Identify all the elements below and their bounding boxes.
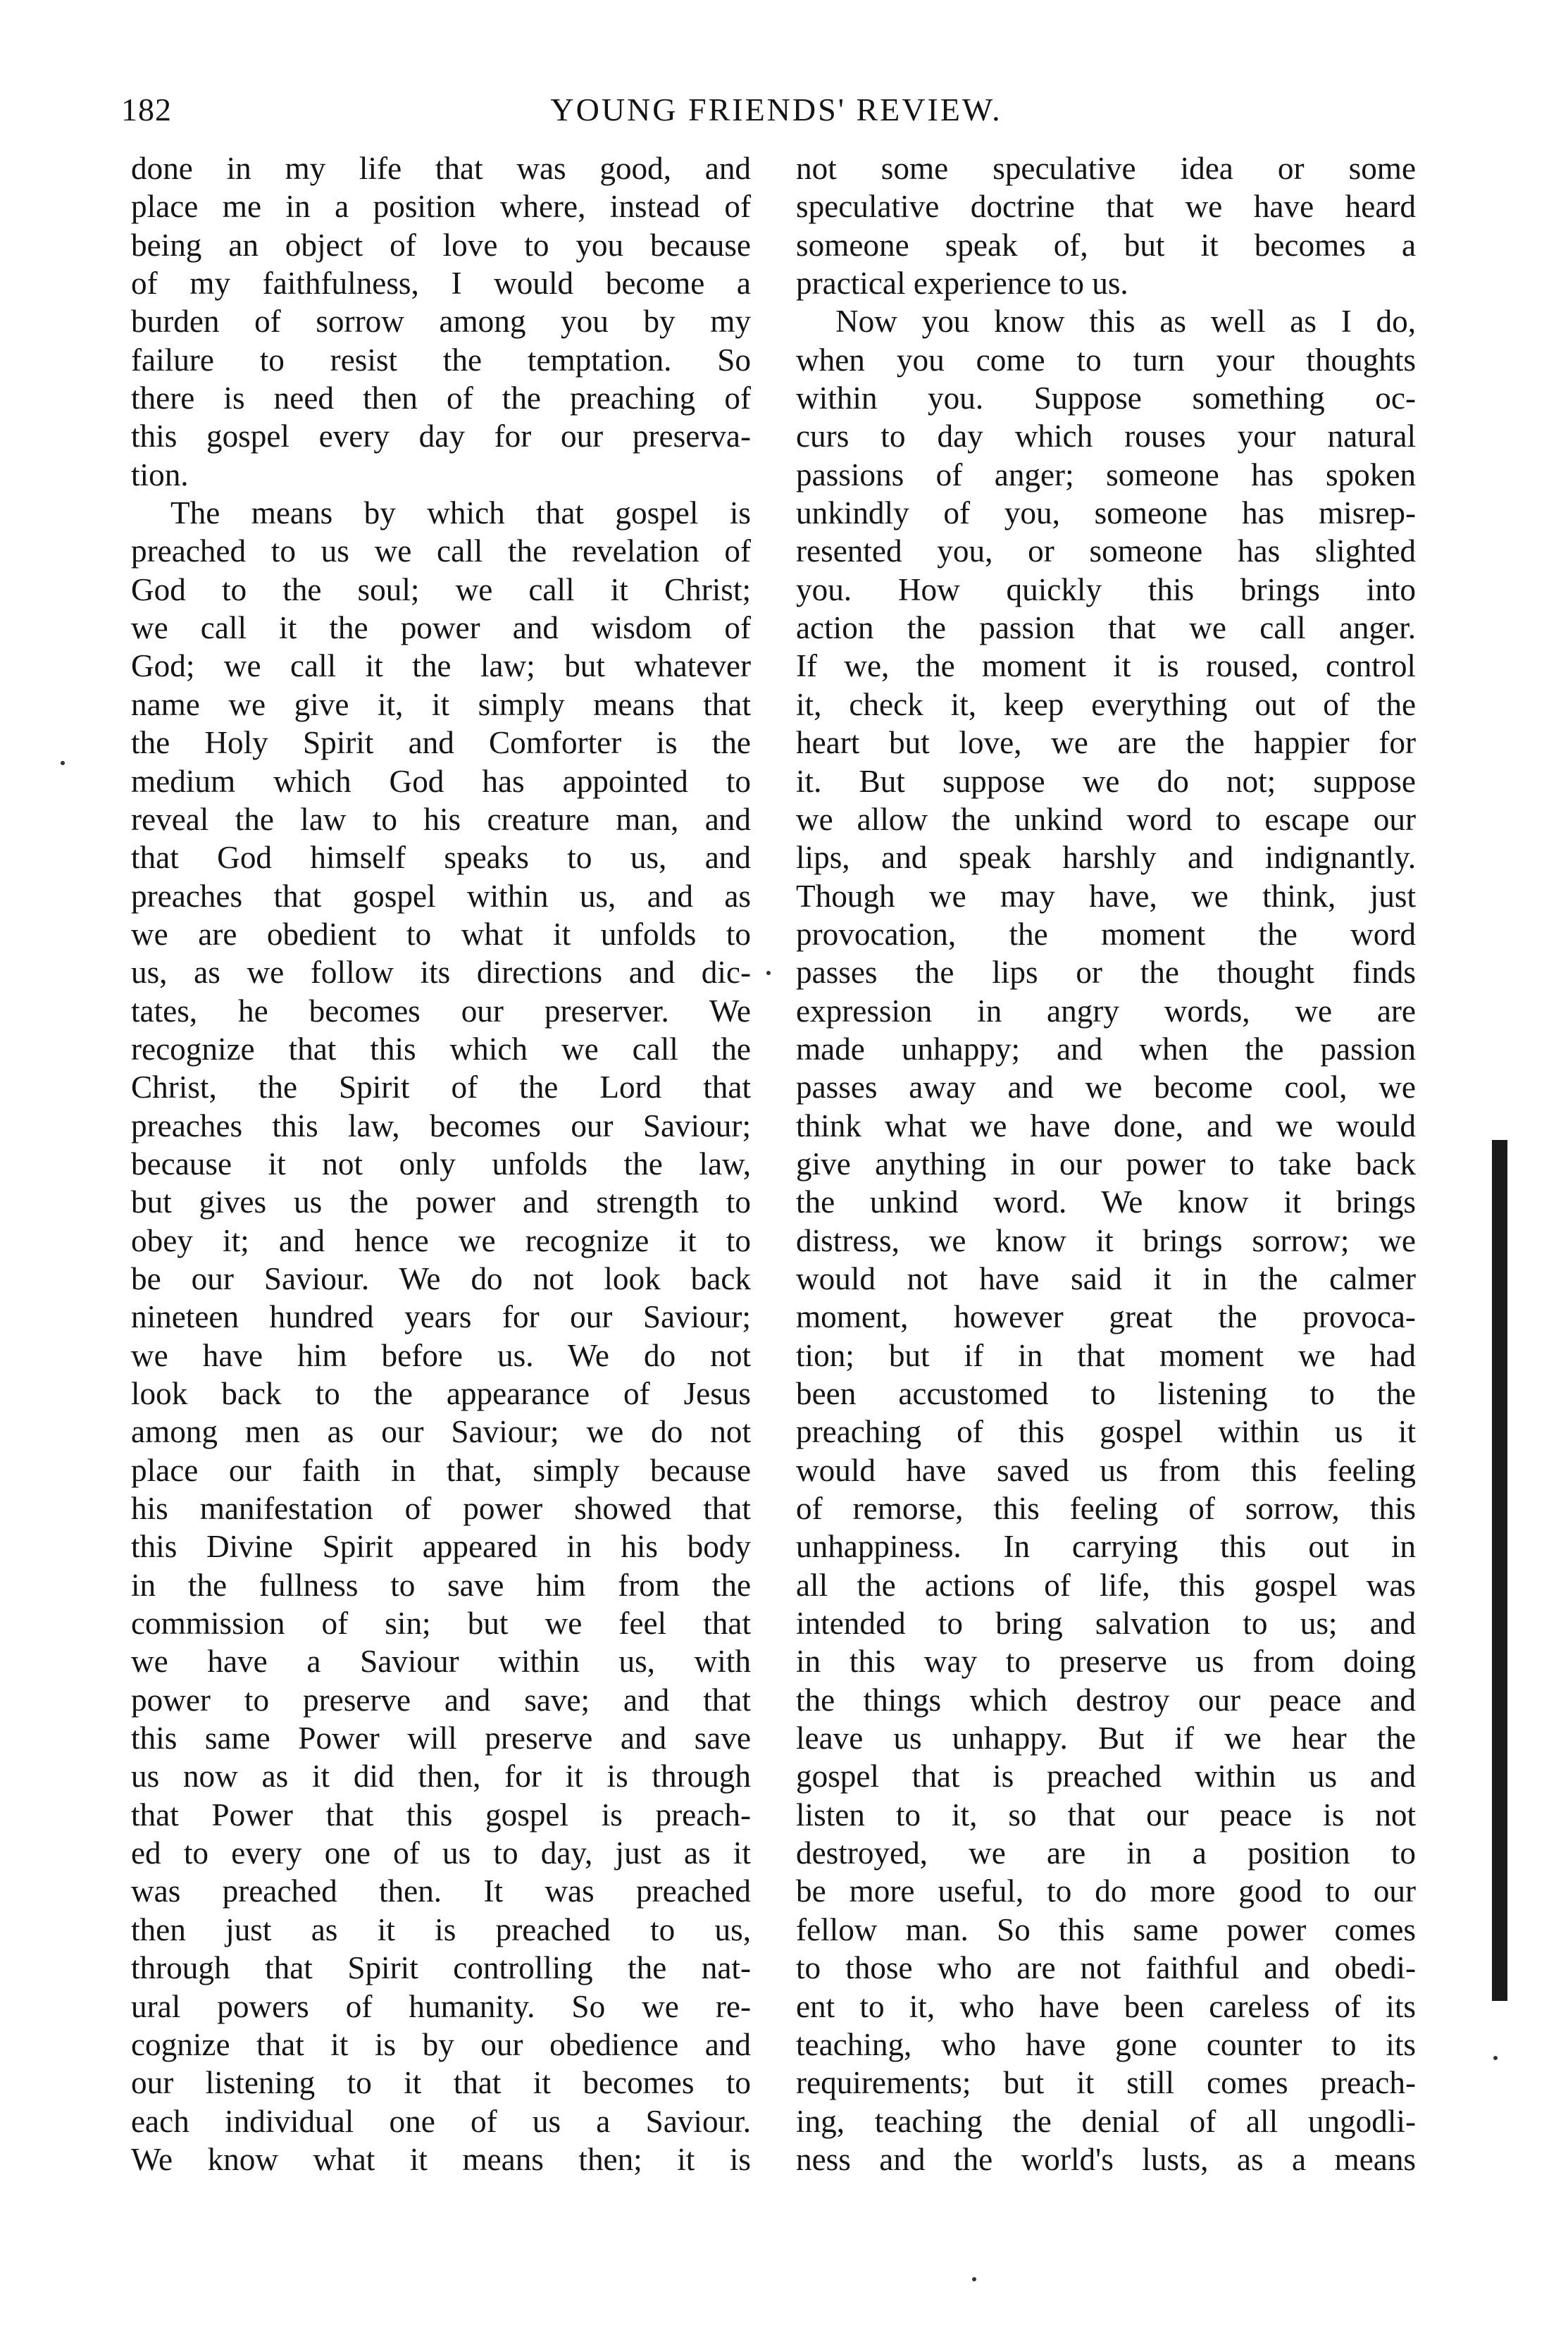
text-line: because it not only unfolds the law, bbox=[131, 1146, 751, 1182]
text-line: destroyed, we are in a position to bbox=[796, 1835, 1416, 1871]
text-line: our listening to it that it becomes to bbox=[131, 2065, 751, 2101]
scan-speck bbox=[972, 2277, 976, 2281]
right-column bbox=[796, 149, 1416, 2178]
text-line: done in my life that was good, and bbox=[131, 151, 751, 186]
text-line: power to preserve and save; and that bbox=[131, 1682, 751, 1718]
text-line: Christ, the Spirit of the Lord that bbox=[131, 1070, 751, 1105]
text-line: lips, and speak harshly and indignantly. bbox=[796, 840, 1416, 876]
text-line: of my faithfulness, I would become a bbox=[131, 266, 751, 302]
text-line: passes the lips or the thought finds bbox=[796, 955, 1416, 991]
text-line: we call it the power and wisdom of bbox=[131, 610, 751, 646]
text-line: unkindly of you, someone has misrep- bbox=[796, 495, 1416, 531]
text-line: place our faith in that, simply because bbox=[131, 1452, 751, 1488]
text-line: this same Power will preserve and save bbox=[131, 1721, 751, 1756]
text-line: his manifestation of power showed that bbox=[131, 1491, 751, 1527]
text-line: within you. Suppose something oc- bbox=[796, 380, 1416, 416]
text-line: made unhappy; and when the passion bbox=[796, 1031, 1416, 1067]
text-line: name we give it, it simply means that bbox=[131, 686, 751, 722]
page-number: 182 bbox=[121, 92, 172, 128]
text-line: God to the soul; we call it Christ; bbox=[131, 571, 751, 607]
text-line: reveal the law to his creature man, and bbox=[131, 801, 751, 837]
running-title: YOUNG FRIENDS' REVIEW. bbox=[550, 92, 1002, 128]
text-line: Though we may have, we think, just bbox=[796, 878, 1416, 914]
text-line: you. How quickly this brings into bbox=[796, 571, 1416, 607]
text-line: passes away and we become cool, we bbox=[796, 1070, 1416, 1105]
text-line: it, check it, keep everything out of the bbox=[796, 686, 1416, 722]
text-line: through that Spirit controlling the nat- bbox=[131, 1950, 751, 1986]
text-line: distress, we know it brings sorrow; we bbox=[796, 1222, 1416, 1258]
text-line: intended to bring salvation to us; and bbox=[796, 1606, 1416, 1642]
text-line: then just as it is preached to us, bbox=[131, 1911, 751, 1947]
scan-speck bbox=[1493, 2056, 1498, 2060]
scan-speck bbox=[766, 971, 771, 975]
text-line: the things which destroy our peace and bbox=[796, 1682, 1416, 1718]
text-line: nineteen hundred years for our Saviour; bbox=[131, 1299, 751, 1335]
text-line: in this way to preserve us from doing bbox=[796, 1644, 1416, 1680]
text-line: practical experience to us. bbox=[796, 266, 1128, 302]
text-line: ing, teaching the denial of all ungodli- bbox=[796, 2103, 1416, 2139]
text-line: think what we have done, and we would bbox=[796, 1108, 1416, 1143]
text-line: If we, the moment it is roused, control bbox=[796, 648, 1416, 684]
text-line: recognize that this which we call the bbox=[131, 1031, 751, 1067]
text-line: leave us unhappy. But if we hear the bbox=[796, 1721, 1416, 1756]
text-line: this Divine Spirit appeared in his body bbox=[131, 1529, 751, 1565]
text-line: we are obedient to what it unfolds to bbox=[131, 916, 751, 952]
text-line: failure to resist the temptation. So bbox=[131, 342, 751, 378]
text-line: in the fullness to save him from the bbox=[131, 1567, 751, 1603]
scan-speck bbox=[61, 761, 65, 765]
text-line: not some speculative idea or some bbox=[796, 151, 1416, 186]
text-line: of remorse, this feeling of sorrow, this bbox=[796, 1491, 1416, 1527]
text-line: unhappiness. In carrying this out in bbox=[796, 1529, 1416, 1565]
left-column bbox=[131, 149, 751, 2178]
text-line: there is need then of the preaching of bbox=[131, 380, 751, 416]
text-line: place me in a position where, instead of bbox=[131, 189, 751, 225]
text-line: resented you, or someone has slighted bbox=[796, 533, 1416, 569]
text-line: when you come to turn your thoughts bbox=[796, 342, 1416, 378]
text-line: it. But suppose we do not; suppose bbox=[796, 763, 1416, 799]
text-line: preaching of this gospel within us it bbox=[796, 1414, 1416, 1450]
text-line: but gives us the power and strength to bbox=[131, 1184, 751, 1220]
text-line: action the passion that we call anger. bbox=[796, 610, 1416, 646]
text-line: tates, he becomes our preserver. We bbox=[131, 993, 751, 1029]
text-line: look back to the appearance of Jesus bbox=[131, 1376, 751, 1411]
text-line: passions of anger; someone has spoken bbox=[796, 457, 1416, 492]
text-line: listen to it, so that our peace is not bbox=[796, 1797, 1416, 1833]
text-line: that Power that this gospel is preach- bbox=[131, 1797, 751, 1833]
text-line: be more useful, to do more good to our bbox=[796, 1873, 1416, 1909]
text-line: we have him before us. We do not bbox=[131, 1337, 751, 1373]
text-line: preached to us we call the revelation of bbox=[131, 533, 751, 569]
text-line: commission of sin; but we feel that bbox=[131, 1606, 751, 1642]
text-line: expression in angry words, we are bbox=[796, 993, 1416, 1029]
text-line: been accustomed to listening to the bbox=[796, 1376, 1416, 1411]
text-line: heart but love, we are the happier for bbox=[796, 725, 1416, 761]
text-line: ent to it, who have been careless of its bbox=[796, 1988, 1416, 2024]
text-line: speculative doctrine that we have heard bbox=[796, 189, 1416, 225]
text-line: preaches this law, becomes our Saviour; bbox=[131, 1108, 751, 1143]
text-line: God; we call it the law; but whatever bbox=[131, 648, 751, 684]
text-line: We know what it means then; it is bbox=[131, 2141, 751, 2177]
text-line: gospel that is preached within us and bbox=[796, 1759, 1416, 1794]
text-line: this gospel every day for our preserva- bbox=[131, 419, 751, 454]
text-line: ed to every one of us to day, just as it bbox=[131, 1835, 751, 1871]
text-line: the Holy Spirit and Comforter is the bbox=[131, 725, 751, 761]
text-line: would not have said it in the calmer bbox=[796, 1260, 1416, 1296]
text-line: ural powers of humanity. So we re- bbox=[131, 1988, 751, 2024]
text-line: each individual one of us a Saviour. bbox=[131, 2103, 751, 2139]
text-line: we allow the unkind word to escape our bbox=[796, 801, 1416, 837]
text-line: fellow man. So this same power comes bbox=[796, 1911, 1416, 1947]
text-line: someone speak of, but it becomes a bbox=[796, 227, 1416, 263]
text-line: being an object of love to you because bbox=[131, 227, 751, 263]
text-line: be our Saviour. We do not look back bbox=[131, 1260, 751, 1296]
text-line: among men as our Saviour; we do not bbox=[131, 1414, 751, 1450]
text-line: burden of sorrow among you by my bbox=[131, 304, 751, 340]
text-line: all the actions of life, this gospel was bbox=[796, 1567, 1416, 1603]
text-line: requirements; but it still comes preach- bbox=[796, 2065, 1416, 2101]
text-line: tion. bbox=[131, 457, 189, 492]
text-line: give anything in our power to take back bbox=[796, 1146, 1416, 1182]
text-line: curs to day which rouses your natural bbox=[796, 419, 1416, 454]
text-line: would have saved us from this feeling bbox=[796, 1452, 1416, 1488]
text-line: cognize that it is by our obedience and bbox=[131, 2026, 751, 2062]
text-line: was preached then. It was preached bbox=[131, 1873, 751, 1909]
text-line: us now as it did then, for it is through bbox=[131, 1759, 751, 1794]
text-line: moment, however great the provoca- bbox=[796, 1299, 1416, 1335]
text-line: tion; but if in that moment we had bbox=[796, 1337, 1416, 1373]
text-line: ness and the world's lusts, as a means bbox=[796, 2141, 1416, 2177]
text-line: teaching, who have gone counter to its bbox=[796, 2026, 1416, 2062]
text-line: obey it; and hence we recognize it to bbox=[131, 1222, 751, 1258]
margin-scan-bar bbox=[1492, 1140, 1507, 2001]
text-line: The means by which that gospel is bbox=[170, 495, 751, 531]
text-line: medium which God has appointed to bbox=[131, 763, 751, 799]
text-line: we have a Saviour within us, with bbox=[131, 1644, 751, 1680]
text-line: provocation, the moment the word bbox=[796, 916, 1416, 952]
page-header bbox=[121, 82, 1431, 138]
text-line: that God himself speaks to us, and bbox=[131, 840, 751, 876]
text-line: preaches that gospel within us, and as bbox=[131, 878, 751, 914]
text-line: us, as we follow its directions and dic- bbox=[131, 955, 751, 991]
text-line: Now you know this as well as I do, bbox=[835, 304, 1416, 340]
text-line: the unkind word. We know it brings bbox=[796, 1184, 1416, 1220]
text-line: to those who are not faithful and obedi- bbox=[796, 1950, 1416, 1986]
